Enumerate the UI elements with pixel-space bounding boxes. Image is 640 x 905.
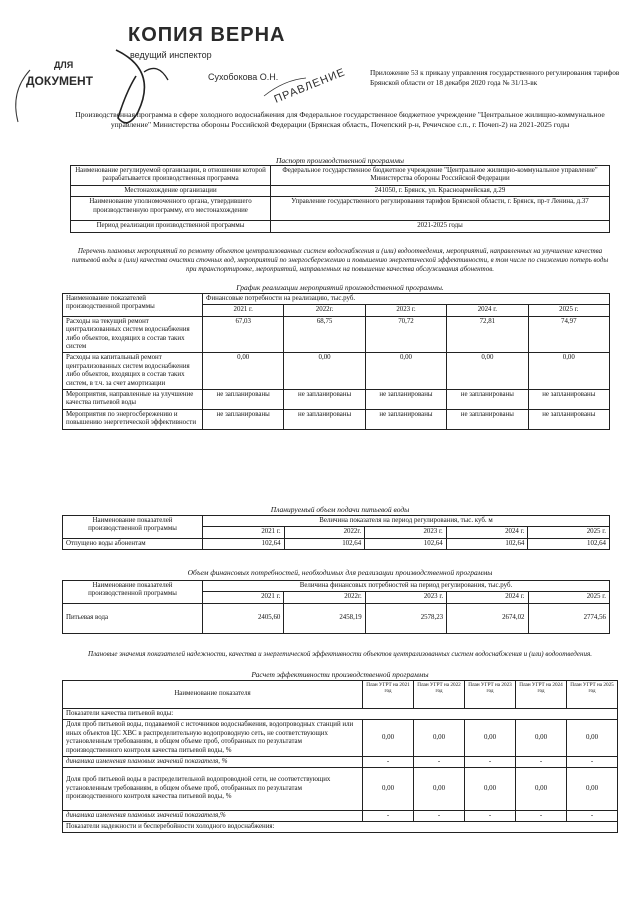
year-header: План УГРТ на 2021 год — [363, 681, 414, 709]
table-row — [71, 221, 610, 232]
year-header: План УГРТ на 2023 год — [465, 681, 516, 709]
efficiency-caption: Расчет эффективности производственной программы — [251, 670, 429, 679]
cell-value: 2674,02 — [447, 603, 528, 633]
reliability-note: Плановые значения показателей надежности, качества и энергетической эффективности объектов централизованных систем водоснабжения и (или) водоотведения. — [87, 650, 593, 658]
cell-value: 0,00 — [363, 720, 414, 757]
passport-caption: Паспорт производственной программы — [276, 156, 404, 165]
cell-value: не запланированы — [365, 390, 446, 410]
section-row — [63, 822, 618, 833]
table-row — [63, 316, 610, 353]
table-header-row — [63, 294, 610, 305]
cell-value: 0,00 — [414, 720, 465, 757]
cell-value: не запланированы — [203, 409, 284, 429]
year-header: 2025 г. — [528, 305, 609, 316]
cell-value: не запланированы — [528, 390, 609, 410]
cell-value: - — [516, 757, 567, 768]
cell-value: 102,64 — [528, 538, 610, 549]
year-header: 2025 г. — [528, 527, 610, 538]
cell-value: - — [363, 810, 414, 821]
cell-value: 70,72 — [365, 316, 446, 353]
cell-value: 0,00 — [516, 768, 567, 810]
table-row — [63, 757, 618, 768]
stamp-office: ПРАВЛЕНИЕ — [272, 66, 348, 106]
cell-value: 0,00 — [365, 353, 446, 390]
passport-table — [70, 165, 610, 233]
table-header-row — [63, 581, 610, 592]
page-title: Производственная программа в сфере холодного водоснабжения для Федеральное государственное бюджетное учреждение "Центральное жилищно-коммунальное управление" Министерства обороны Российской Федерации (Брянская область, Почепский р-н, Речичское с.п., г. Почеп-2) на 2021-2025 годы — [75, 110, 605, 129]
stamp-role: ведущий инспектор — [130, 50, 212, 60]
table-row — [63, 810, 618, 821]
cell-value: не запланированы — [447, 390, 528, 410]
column-group-header: Финансовые потребности на реализацию, тыс.руб. — [203, 294, 610, 305]
cell-value: не запланированы — [365, 409, 446, 429]
cell-value: 0,00 — [447, 353, 528, 390]
volume-caption: Планируемый объем подачи питьевой воды — [270, 505, 410, 514]
cell-value: - — [567, 810, 618, 821]
year-header: 2023 г. — [365, 305, 446, 316]
year-header: 2022г. — [284, 592, 365, 603]
year-header: 2022г. — [284, 305, 365, 316]
cell-value: 68,75 — [284, 316, 365, 353]
table-row — [71, 197, 610, 221]
year-header: План УГРТ на 2025 год — [567, 681, 618, 709]
cell-value: не запланированы — [447, 409, 528, 429]
cell-value: - — [414, 757, 465, 768]
table-header-row — [63, 516, 610, 527]
row-label: Питьевая вода — [63, 603, 203, 633]
finance-caption: Объем финансовых потребностей, необходимых для реализации производственной программы — [187, 568, 493, 577]
table-header-row — [63, 681, 618, 709]
column-group-header: Величина показателя на период регулирования, тыс. куб. м — [203, 516, 610, 527]
cell-value: не запланированы — [203, 390, 284, 410]
table-row — [63, 353, 610, 390]
cell-value: 102,64 — [203, 538, 285, 549]
cell-value: не запланированы — [284, 390, 365, 410]
passport-label: Наименование уполномоченного органа, утвердившего производственную программу, его местонахождение — [71, 197, 271, 221]
cell-value: 2405,60 — [203, 603, 284, 633]
year-header: 2021 г. — [203, 592, 284, 603]
cell-value: - — [363, 757, 414, 768]
cell-value: - — [465, 810, 516, 821]
passport-label: Местонахождение организации — [71, 185, 271, 196]
column-header-name: Наименование показателя — [63, 681, 363, 709]
cell-value: - — [516, 810, 567, 821]
passport-label: Наименование регулируемой организации, в отношении которой разрабатывается производственная программа — [71, 166, 271, 186]
year-header: 2021 г. — [203, 527, 285, 538]
cell-value: 0,00 — [284, 353, 365, 390]
table-row — [63, 390, 610, 410]
cell-value: - — [465, 757, 516, 768]
cell-value: 0,00 — [203, 353, 284, 390]
table-row — [71, 185, 610, 196]
cell-value: 102,64 — [446, 538, 528, 549]
schedule-table — [62, 293, 610, 430]
stamp-doc-word: ДОКУМЕНТ — [26, 74, 93, 88]
cell-value: 67,03 — [203, 316, 284, 353]
cell-value: не запланированы — [284, 409, 365, 429]
cell-value: - — [414, 810, 465, 821]
cell-value: 0,00 — [465, 768, 516, 810]
table-row — [63, 538, 610, 549]
column-header-name: Наименование показателей производственной программы — [63, 581, 203, 604]
row-label: Отпущено воды абонентам — [63, 538, 203, 549]
year-header: 2022г. — [284, 527, 365, 538]
year-header: 2023 г. — [365, 527, 447, 538]
table-row — [71, 166, 610, 186]
column-header-name: Наименование показателей производственной программы — [63, 294, 203, 317]
cell-value: 2774,56 — [528, 603, 610, 633]
section-label: Показатели надежности и бесперебойности холодного водоснабжения: — [63, 822, 618, 833]
row-label: Доля проб питьевой воды, подаваемой с источников водоснабжения, водопроводных станций или иных объектов ЦС ХВС в распределительную водопроводную сеть, не соответствующих установленным требованиям, в общем объеме проб, отобранных по результатам производственного контроля качества питьевой воды, % — [63, 720, 363, 757]
section-label: Показатели качества питьевой воды: — [63, 709, 618, 720]
year-header: 2024 г. — [447, 592, 528, 603]
cell-value: 102,64 — [284, 538, 365, 549]
appendix-reference: Приложение 53 к приказу управления государственного регулирования тарифов Брянской области от 18 декабря 2020 года № 31/13-вк — [370, 68, 620, 87]
cell-value: 74,97 — [528, 316, 609, 353]
year-header: План УГРТ на 2024 год — [516, 681, 567, 709]
cell-value: 0,00 — [363, 768, 414, 810]
cell-value: 2578,23 — [365, 603, 446, 633]
cell-value: 0,00 — [528, 353, 609, 390]
efficiency-table — [62, 680, 618, 833]
volume-table — [62, 515, 610, 550]
row-label: Расходы на текущий ремонт централизованных систем водоснабжения либо объектов, входящих в состав таких систем — [63, 316, 203, 353]
row-label: динамика изменения плановых значений показателя, % — [63, 757, 363, 768]
column-header-name: Наименование показателей производственной программы — [63, 516, 203, 539]
cell-value: 0,00 — [567, 768, 618, 810]
year-header: План УГРТ на 2022 год — [414, 681, 465, 709]
schedule-caption: График реализации мероприятий производственной программы. — [236, 283, 444, 292]
passport-label: Период реализации производственной программы — [71, 221, 271, 232]
row-label: Мероприятия, направленные на улучшение качества питьевой воды — [63, 390, 203, 410]
cell-value: 0,00 — [414, 768, 465, 810]
passport-value: 2021-2025 годы — [271, 221, 610, 232]
cell-value: 2458,19 — [284, 603, 365, 633]
row-label: Расходы на капитальный ремонт централизованных систем водоснабжения либо объектов, входящих в состав таких систем, в т.ч. за счет амортизации — [63, 353, 203, 390]
table-row — [63, 720, 618, 757]
measures-note: Перечень плановых мероприятий по ремонту объектов централизованных систем водоснабжения и (или) водоотведения, мероприятий, направленных на улучшение качества питьевой воды и (или) качества очистки сточных вод, мероприятий по энергосбережению и повышению энергетической эффективности, в том числе по снижению потерь воды при транспортировке, мероприятий, направленных на повышение качества обслуживания абонентов. — [71, 247, 609, 273]
cell-value: 0,00 — [465, 720, 516, 757]
stamp-title: КОПИЯ ВЕРНА — [128, 24, 286, 46]
column-group-header: Величина финансовых потребностей на период регулирования, тыс.руб. — [203, 581, 610, 592]
stamp-signer: Сухобокова О.Н. — [208, 72, 279, 82]
cell-value: 72,81 — [447, 316, 528, 353]
cell-value: - — [567, 757, 618, 768]
cell-value: 102,64 — [365, 538, 447, 549]
table-row — [63, 768, 618, 810]
row-label: динамика изменения плановых значений показателя,% — [63, 810, 363, 821]
year-header: 2024 г. — [447, 305, 528, 316]
stamp-doc-prefix: ДЛЯ — [54, 60, 74, 70]
cell-value: 0,00 — [567, 720, 618, 757]
row-label: Доля проб питьевой воды в распределительной водопроводной сети, не соответствующих установленным требованиям, в общем объеме проб, отобранных по результатам производственного контроля качества питьевой воды, % — [63, 768, 363, 810]
table-row — [63, 603, 610, 633]
table-row — [63, 409, 610, 429]
year-header: 2025 г. — [528, 592, 610, 603]
finance-table — [62, 580, 610, 634]
passport-value: Федеральное государственное бюджетное учреждение "Центральное жилищно-коммунальное управление" Министерства обороны Российской Федерации — [271, 166, 610, 186]
year-header: 2023 г. — [365, 592, 446, 603]
section-row — [63, 709, 618, 720]
passport-value: Управление государственного регулирования тарифов Брянской области, г. Брянск, пр-т Ленина, д.37 — [271, 197, 610, 221]
row-label: Мероприятия по энергосбережению и повышению энергетической эффективности — [63, 409, 203, 429]
year-header: 2021 г. — [203, 305, 284, 316]
cell-value: не запланированы — [528, 409, 609, 429]
year-header: 2024 г. — [446, 527, 528, 538]
cell-value: 0,00 — [516, 720, 567, 757]
passport-value: 241050, г. Брянск, ул. Красноармейская, д.29 — [271, 185, 610, 196]
